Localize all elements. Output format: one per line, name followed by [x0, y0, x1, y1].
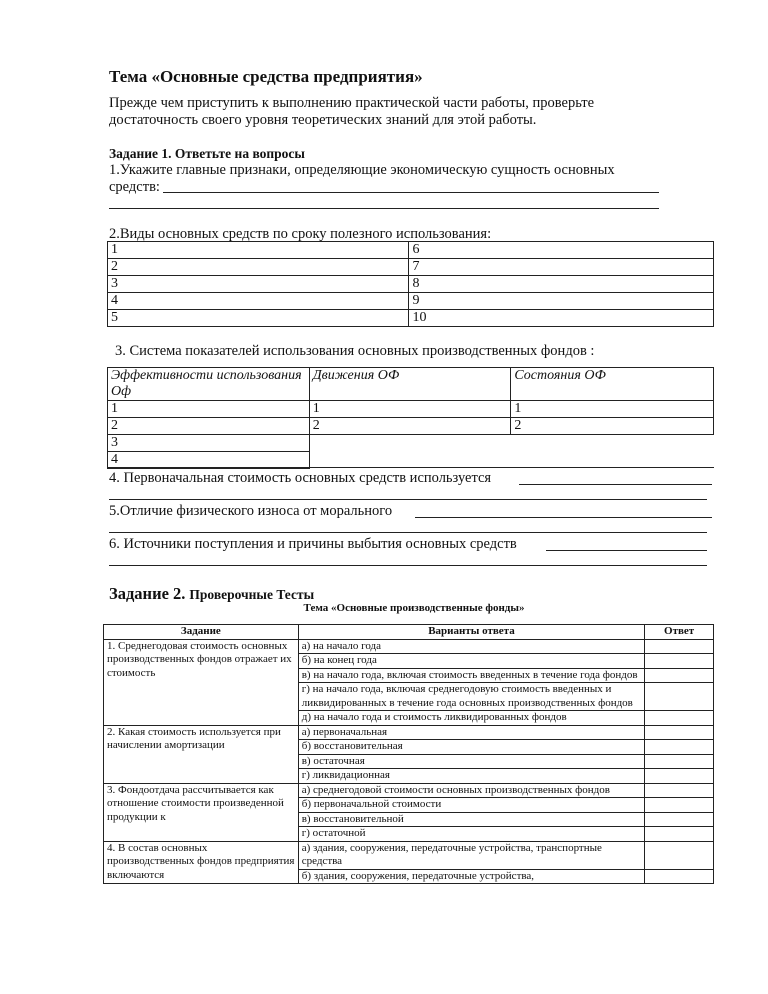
- task2-heading-big: Задание 2.: [109, 584, 186, 603]
- question-2: 2. Какая стоимость используется при начислении амортизации: [104, 725, 299, 783]
- tests-table: [103, 624, 714, 884]
- q2-cell[interactable]: 7: [409, 259, 714, 276]
- intro-line-1: Прежде чем приступить к выполнению практической части работы, проверьте: [109, 95, 595, 111]
- q5-answer-line-2[interactable]: [109, 532, 707, 533]
- option[interactable]: а) на начало года: [298, 639, 645, 654]
- option[interactable]: б) первоначальной стоимости: [298, 798, 645, 813]
- q3-cell[interactable]: 2: [309, 418, 511, 435]
- q3-table: [107, 367, 714, 469]
- answer-cell[interactable]: [645, 740, 714, 755]
- option[interactable]: б) на конец года: [298, 654, 645, 669]
- option[interactable]: а) среднегодовой стоимости основных производственных фондов: [298, 783, 645, 798]
- intro-line-2: достаточность своего уровня теоретических знаний для этой работы.: [109, 112, 537, 128]
- answer-cell[interactable]: [645, 783, 714, 798]
- q2-cell[interactable]: 2: [108, 259, 409, 276]
- option[interactable]: д) на начало года и стоимость ликвидированных фондов: [298, 711, 645, 726]
- task2-heading-small: Проверочные Тесты: [189, 587, 315, 602]
- table-row: [108, 452, 714, 469]
- task2-subtitle: Тема «Основные производственные фонды»: [303, 602, 525, 614]
- q2-cell[interactable]: 6: [409, 242, 714, 259]
- answer-cell[interactable]: [645, 798, 714, 813]
- answer-cell[interactable]: [645, 711, 714, 726]
- q3-cell[interactable]: 2: [108, 418, 310, 435]
- table-row: [108, 293, 714, 310]
- option[interactable]: в) остаточная: [298, 754, 645, 769]
- q2-cell[interactable]: 3: [108, 276, 409, 293]
- question-4: 4. В состав основных производственных фондов предприятия включаются: [104, 841, 299, 884]
- option[interactable]: б) здания, сооружения, передаточные устройства,: [298, 869, 645, 884]
- col-header-task: Задание: [104, 625, 299, 640]
- answer-cell[interactable]: [645, 725, 714, 740]
- table-row: [108, 435, 714, 452]
- q2-cell[interactable]: 4: [108, 293, 409, 310]
- option[interactable]: г) ликвидационная: [298, 769, 645, 784]
- q3-cell[interactable]: 1: [511, 401, 714, 418]
- q3-text: 3. Система показателей использования основных производственных фондов :: [115, 343, 595, 359]
- q3-header-movement: Движения ОФ: [309, 368, 511, 401]
- option[interactable]: г) остаточной: [298, 827, 645, 842]
- table-row: [104, 639, 714, 654]
- q5-answer-line-1[interactable]: [415, 517, 712, 518]
- q3-cell[interactable]: 4: [108, 452, 310, 469]
- table-header-row: [104, 625, 714, 640]
- answer-cell[interactable]: [645, 654, 714, 669]
- q5-text: 5.Отличие физического износа от морального: [109, 503, 393, 519]
- table-row: [108, 310, 714, 327]
- q3-empty-area: [309, 435, 713, 452]
- q4-answer-line-2[interactable]: [109, 499, 707, 500]
- answer-cell[interactable]: [645, 827, 714, 842]
- table-row: [104, 783, 714, 798]
- q2-cell[interactable]: 1: [108, 242, 409, 259]
- q3-cell[interactable]: 3: [108, 435, 310, 452]
- q3-empty-area: [309, 452, 713, 469]
- table-row: [108, 418, 714, 435]
- q2-cell[interactable]: 5: [108, 310, 409, 327]
- q1-answer-line-2[interactable]: [109, 208, 659, 209]
- col-header-options: Варианты ответа: [298, 625, 645, 640]
- q3-header-efficiency: Эффективности использования Оф: [108, 368, 310, 401]
- table-row: [104, 841, 714, 869]
- q4-text: 4. Первоначальная стоимость основных средств используется: [109, 470, 492, 486]
- page-title: Тема «Основные средства предприятия»: [109, 67, 423, 86]
- option[interactable]: г) на начало года, включая среднегодовую стоимость введенных и ликвидированных в течение года основных производственных фондов: [298, 683, 645, 711]
- question-3: 3. Фондоотдача рассчитывается как отношение стоимости произведенной продукции к: [104, 783, 299, 841]
- q6-answer-line-2[interactable]: [109, 565, 707, 566]
- q1-line-2: средств:: [109, 179, 160, 195]
- table-row: [104, 725, 714, 740]
- q4-answer-line-1[interactable]: [519, 484, 712, 485]
- answer-cell[interactable]: [645, 683, 714, 711]
- q2-cell[interactable]: 9: [409, 293, 714, 310]
- q1-answer-line-1[interactable]: [163, 192, 659, 193]
- table-row: [108, 242, 714, 259]
- option[interactable]: в) восстановительной: [298, 812, 645, 827]
- table-row: [108, 259, 714, 276]
- q2-table: [107, 241, 714, 327]
- q1-line-1: 1.Укажите главные признаки, определяющие экономическую сущность основных: [109, 162, 615, 178]
- answer-cell[interactable]: [645, 639, 714, 654]
- option[interactable]: в) на начало года, включая стоимость введенных в течение года фондов: [298, 668, 645, 683]
- table-header-row: [108, 368, 714, 401]
- option[interactable]: а) здания, сооружения, передаточные устройства, транспортные средства: [298, 841, 645, 869]
- q3-header-state: Состояния ОФ: [511, 368, 714, 401]
- q2-cell[interactable]: 8: [409, 276, 714, 293]
- option[interactable]: а) первоначальная: [298, 725, 645, 740]
- q3-cell[interactable]: 1: [309, 401, 511, 418]
- table-row: [108, 401, 714, 418]
- answer-cell[interactable]: [645, 812, 714, 827]
- answer-cell[interactable]: [645, 769, 714, 784]
- q3-bottom-line: [107, 467, 714, 468]
- q3-cell[interactable]: 1: [108, 401, 310, 418]
- option[interactable]: б) восстановительная: [298, 740, 645, 755]
- q3-cell[interactable]: 2: [511, 418, 714, 435]
- answer-cell[interactable]: [645, 668, 714, 683]
- q6-answer-line-1[interactable]: [546, 550, 707, 551]
- q2-cell[interactable]: 10: [409, 310, 714, 327]
- answer-cell[interactable]: [645, 754, 714, 769]
- task2-heading: [109, 584, 314, 604]
- answer-cell[interactable]: [645, 869, 714, 884]
- q2-text: 2.Виды основных средств по сроку полезного использования:: [109, 226, 492, 242]
- task1-heading: Задание 1. Ответьте на вопросы: [109, 146, 305, 161]
- col-header-answer: Ответ: [645, 625, 714, 640]
- question-1: 1. Среднегодовая стоимость основных производственных фондов отражает их стоимость: [104, 639, 299, 725]
- answer-cell[interactable]: [645, 841, 714, 869]
- table-row: [108, 276, 714, 293]
- q6-text: 6. Источники поступления и причины выбытия основных средств: [109, 536, 517, 552]
